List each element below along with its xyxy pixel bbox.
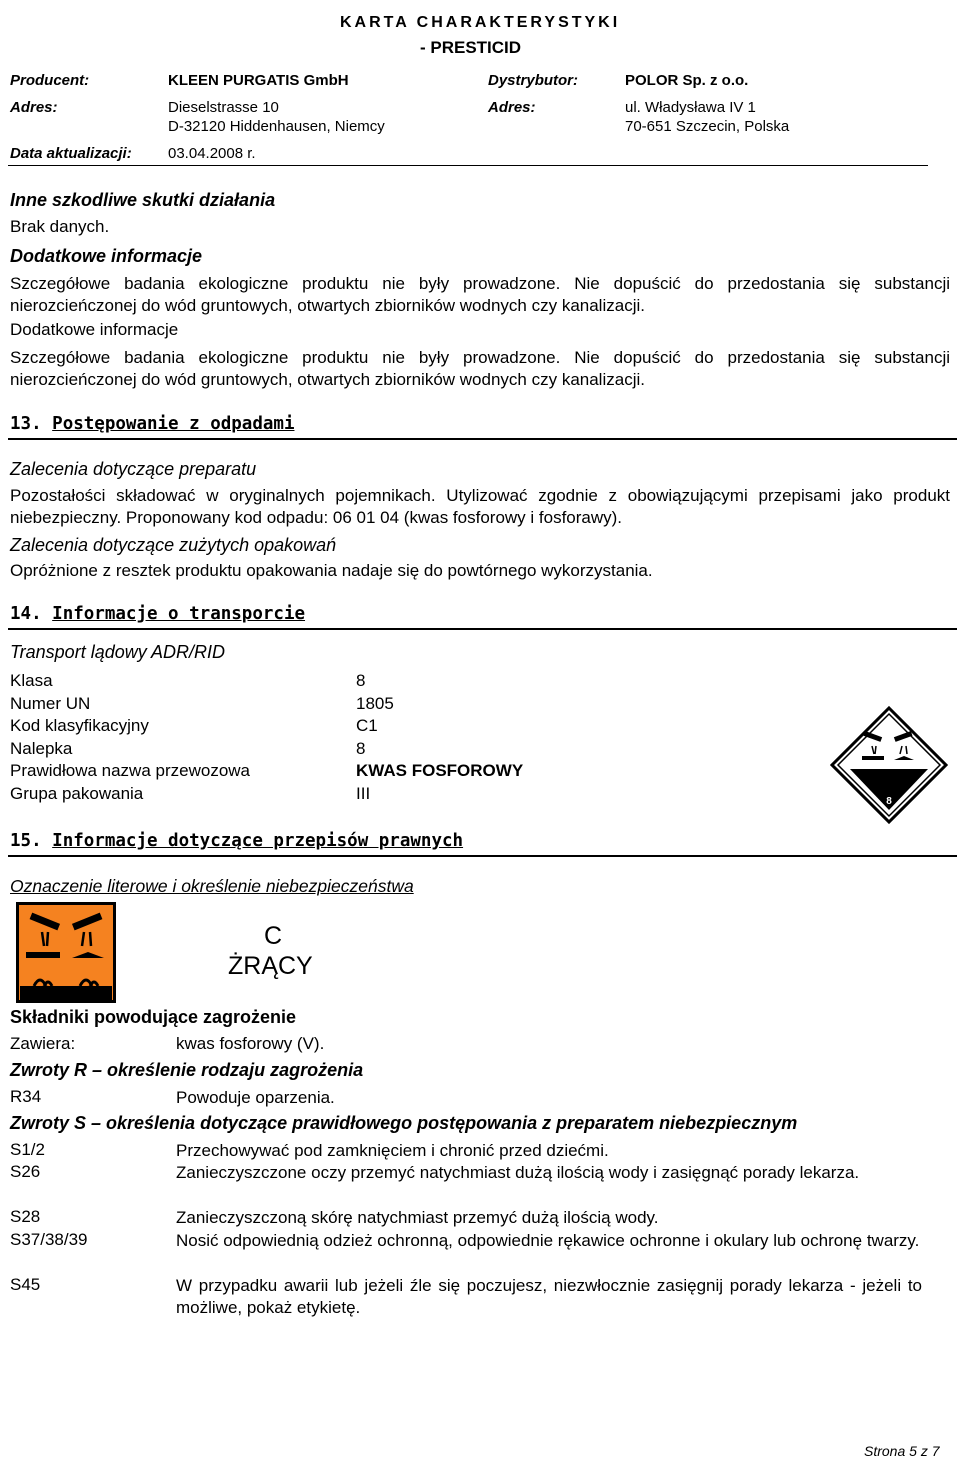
other-effects-heading: Inne szkodliwe skutki działania <box>10 190 276 210</box>
adr-diamond-number: 8 <box>886 796 892 807</box>
s-phrase-text: Zanieczyszczoną skórę natychmiast przemyć dużą ilością wody. <box>176 1208 659 1227</box>
packaging-recommendations-text: Opróżnione z resztek produktu opakowania nadaje się do powtórnego wykorzystania. <box>10 561 653 580</box>
section-15-rule <box>8 855 957 857</box>
distributor-label: Dystrybutor: <box>488 72 579 89</box>
document-title: KARTA CHARAKTERYSTYKI <box>340 14 621 31</box>
s-phrase-code: S26 <box>10 1162 41 1181</box>
producer-address-line1: Dieselstrasse 10 <box>168 99 279 116</box>
land-transport-heading: Transport lądowy ADR/RID <box>10 642 226 662</box>
shipping-name-value: KWAS FOSFOROWY <box>356 761 524 780</box>
distributor-name: POLOR Sp. z o.o. <box>625 72 749 89</box>
section-14-name: Informacje o transporcie <box>52 604 306 624</box>
section-13-rule <box>8 438 957 440</box>
s-phrase-code: S45 <box>10 1275 41 1294</box>
section-15-name: Informacje dotyczące przepisów prawnych <box>52 831 464 851</box>
additional-info-heading: Dodatkowe informacje <box>10 246 203 266</box>
hazard-symbol-heading: Oznaczenie literowe i określenie niebezpieczeństwa <box>10 876 414 896</box>
r-phrases-heading: Zwroty R – określenie rodzaju zagrożenia <box>10 1060 364 1080</box>
section-13-name: Postępowanie z odpadami <box>52 414 295 434</box>
contains-label: Zawiera: <box>10 1034 76 1053</box>
header-divider <box>8 165 928 166</box>
section-14-title <box>10 604 305 624</box>
classification-code-value: C1 <box>356 716 378 735</box>
producer-name: KLEEN PURGATIS GmbH <box>168 72 349 89</box>
s-phrase-code: S28 <box>10 1207 41 1226</box>
distributor-address-line1: ul. Władysława IV 1 <box>625 99 756 116</box>
update-date-label: Data aktualizacji: <box>10 145 132 162</box>
packaging-recommendations-heading: Zalecenia dotyczące zużytych opakowań <box>10 535 337 555</box>
additional-info-heading-2: Dodatkowe informacje <box>10 320 179 339</box>
adr-class-8-corrosive-diamond-icon <box>830 706 948 824</box>
product-name: - PRESTICID <box>420 38 522 57</box>
contains-value: kwas fosforowy (V). <box>176 1034 325 1053</box>
hazardous-components-heading: Składniki powodujące zagrożenie <box>10 1007 297 1027</box>
s-phrase-code: S1/2 <box>10 1140 45 1159</box>
producer-address-line2: D-32120 Hiddenhausen, Niemcy <box>168 118 385 135</box>
label-number-label: Nalepka <box>10 739 73 758</box>
producer-address-label: Adres: <box>10 99 58 116</box>
hazard-designation: ŻRĄCY <box>228 952 313 980</box>
producer-label: Producent: <box>10 72 90 89</box>
shipping-name-label: Prawidłowa nazwa przewozowa <box>10 761 251 780</box>
section-15-title <box>10 831 463 851</box>
r-phrase-text: Powoduje oparzenia. <box>176 1088 335 1107</box>
update-date: 03.04.2008 r. <box>168 145 256 162</box>
additional-info-text: Szczegółowe badania ekologiczne produktu nie były prowadzone. Nie dopuścić do przedostania się substancji nierozcieńczonej do wód gruntowych, otwartych zbiorników wodnych czy kanalizacji. <box>10 274 950 315</box>
section-14-number: 14. <box>10 604 42 624</box>
packing-group-value: III <box>356 784 371 803</box>
s-phrase-text: Nosić odpowiednią odzież ochronną, odpowiednie rękawice ochronne i okulary lub ochronę twarzy. <box>176 1231 920 1250</box>
s-phrases-heading: Zwroty S – określenia dotyczące prawidłowego postępowania z preparatem niebezpiecznym <box>10 1113 798 1133</box>
no-data-text: Brak danych. <box>10 217 110 236</box>
s-phrase-code: S37/38/39 <box>10 1230 88 1249</box>
distributor-address-line2: 70-651 Szczecin, Polska <box>625 118 790 135</box>
transport-class-label: Klasa <box>10 671 53 690</box>
transport-class-value: 8 <box>356 671 366 690</box>
label-number-value: 8 <box>356 739 366 758</box>
section-13-number: 13. <box>10 414 42 434</box>
un-number-label: Numer UN <box>10 694 91 713</box>
section-15-number: 15. <box>10 831 42 851</box>
s-phrase-text: W przypadku awarii lub jeżeli źle się poczujesz, niezwłocznie zasięgnij porady lekarza - jeżeli to możliwe, pokaż etykietę. <box>176 1276 922 1317</box>
preparation-recommendations-text: Pozostałości składować w oryginalnych pojemnikach. Utylizować zgodnie z obowiązującymi przepisami jako produkt niebezpieczny. Proponowany kod odpadu: 06 01 04 (kwas fosforowy i fosforawy). <box>10 486 950 527</box>
additional-info-text-2: Szczegółowe badania ekologiczne produktu nie były prowadzone. Nie dopuścić do przedostania się substancji nierozcieńczonej do wód gruntowych, otwartych zbiorników wodnych czy kanalizacji. <box>10 348 950 389</box>
section-14-rule <box>8 628 957 630</box>
hazard-letter: C <box>264 922 283 950</box>
un-number-value: 1805 <box>356 694 394 713</box>
classification-code-label: Kod klasyfikacyjny <box>10 716 149 735</box>
corrosive-hazard-icon <box>16 902 116 1003</box>
distributor-address-label: Adres: <box>488 99 536 116</box>
packing-group-label: Grupa pakowania <box>10 784 144 803</box>
preparation-recommendations-heading: Zalecenia dotyczące preparatu <box>10 459 257 479</box>
r-phrase-code: R34 <box>10 1087 42 1106</box>
s-phrase-text: Przechowywać pod zamknięciem i chronić przed dziećmi. <box>176 1141 609 1160</box>
s-phrase-text: Zanieczyszczone oczy przemyć natychmiast dużą ilością wody i zasięgnąć porady lekarza. <box>176 1163 860 1182</box>
page-number: Strona 5 z 7 <box>864 1443 940 1459</box>
section-13-title <box>10 414 294 434</box>
